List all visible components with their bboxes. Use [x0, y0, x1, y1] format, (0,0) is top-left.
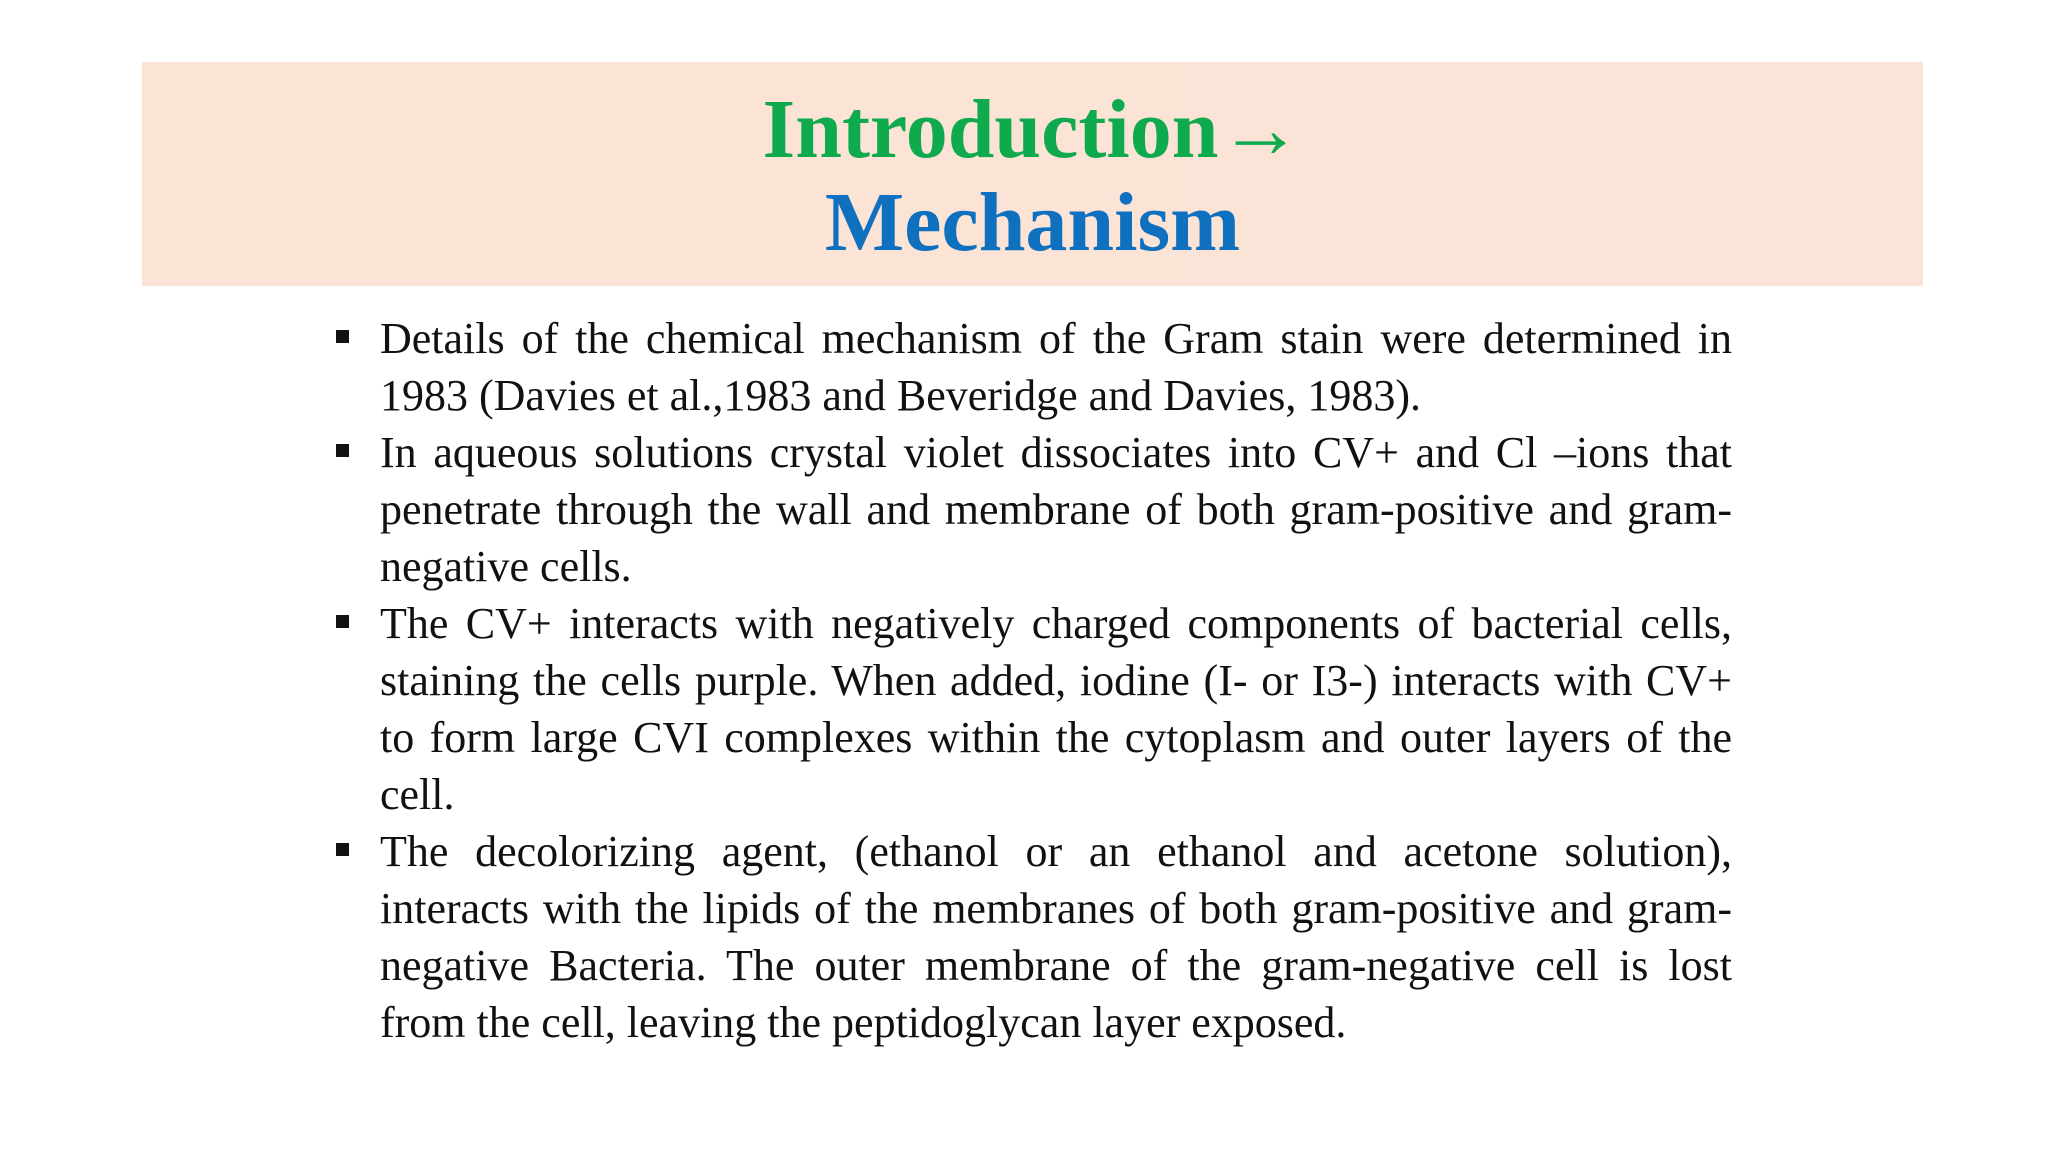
square-bullet-icon: [336, 444, 349, 457]
bullet-text: Details of the chemical mechanism of the Gram stain were determined in 1983 (Davies et al.,1983 and Beveridge and Davies, 1983).: [380, 314, 1732, 420]
bullet-text: The CV+ interacts with negatively charged components of bacterial cells, staining the cells purple. When added, iodine (I- or I3-) interacts with CV+ to form large CVI complexes within the cytoplasm and outer layers of the cell.: [380, 599, 1732, 819]
square-bullet-icon: [336, 615, 349, 628]
title-band: [142, 62, 1923, 286]
bullet-text: In aqueous solutions crystal violet dissociates into CV+ and Cl –ions that penetrate through the wall and membrane of both gram-positive and gram-negative cells.: [380, 428, 1732, 591]
bullet-item: [332, 823, 1732, 1051]
title-mechanism: Mechanism: [824, 176, 1241, 269]
bullet-item: [332, 424, 1732, 595]
square-bullet-icon: [336, 330, 349, 343]
square-bullet-icon: [336, 843, 349, 856]
bullet-item: [332, 595, 1732, 823]
bullet-list: [332, 310, 1732, 1051]
bullet-text: The decolorizing agent, (ethanol or an ethanol and acetone solution), interacts with the lipids of the membranes of both gram-positive and gram-negative Bacteria. The outer membrane of the gram-negative cell is lost from the cell, leaving the peptidoglycan layer exposed.: [380, 827, 1732, 1047]
title-introduction: Introduction→: [762, 83, 1303, 176]
bullet-item: [332, 310, 1732, 424]
